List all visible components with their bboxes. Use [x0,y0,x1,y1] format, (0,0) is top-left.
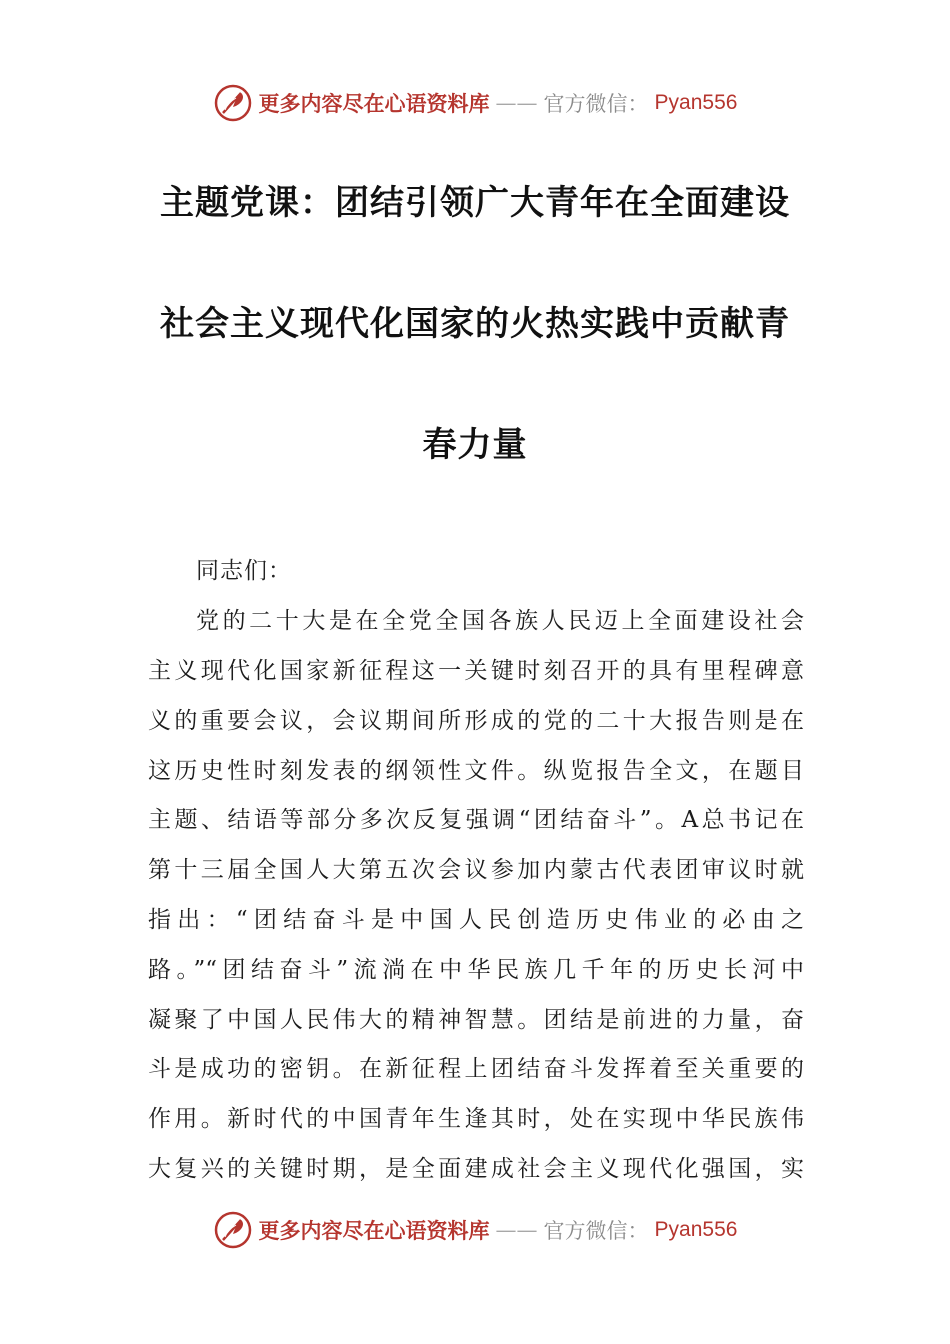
paragraph-line: 主义现代化国家新征程这一关键时刻召开的具有里程碑意 [148,658,804,684]
paragraph-line: 指出：“团结奋斗是中国人民创造历史伟业的必由之 [148,907,804,933]
document-title-line-2: 社会主义现代化国家的火热实践中贡献青 [160,304,790,344]
footer-banner [0,1207,950,1253]
banner-wechat-id: Pyan556 [654,91,738,114]
banner-wechat-label: 官方微信： [543,92,649,116]
paragraph-line: 作用。新时代的中国青年生逢其时，处在实现中华民族伟 [148,1106,804,1132]
banner-site-text: 更多内容尽在心语资料库 [258,1218,490,1243]
paragraph-line: 这历史性时刻发表的纲领性文件。纵览报告全文，在题目 [148,758,804,784]
paragraph-line: 第十三届全国人大第五次会议参加内蒙古代表团审议时就 [148,857,804,883]
banner-wechat-label: 官方微信： [543,1219,649,1243]
paragraph-line: 主题、结语等部分多次反复强调“团结奋斗”。A总书记在 [148,807,804,833]
salutation: 同志们： [196,558,292,584]
banner-site-text: 更多内容尽在心语资料库 [258,91,490,116]
paragraph-line: 凝聚了中国人民伟大的精神智慧。团结是前进的力量，奋 [148,1007,804,1033]
banner-wechat-id: Pyan556 [654,1218,738,1241]
paragraph-line: 路。”“团结奋斗”流淌在中华民族几千年的历史长河中 [148,957,804,983]
feather-pen-logo-icon [213,1210,253,1250]
document-title-line-1: 主题党课：团结引领广大青年在全面建设 [160,183,790,223]
paragraph-line: 大复兴的关键时期，是全面建成社会主义现代化强国，实 [148,1156,804,1182]
paragraph-line: 斗是成功的密钥。在新征程上团结奋斗发挥着至关重要的 [148,1056,804,1082]
paragraph-line: 党的二十大是在全党全国各族人民迈上全面建设社会 [196,608,804,634]
document-title-line-3: 春力量 [422,425,528,465]
header-banner [0,80,950,126]
paragraph-line: 义的重要会议，会议期间所形成的党的二十大报告则是在 [148,708,804,734]
banner-dash: —— [495,1218,538,1242]
feather-pen-logo-icon [213,83,253,123]
banner-dash: —— [495,91,538,115]
